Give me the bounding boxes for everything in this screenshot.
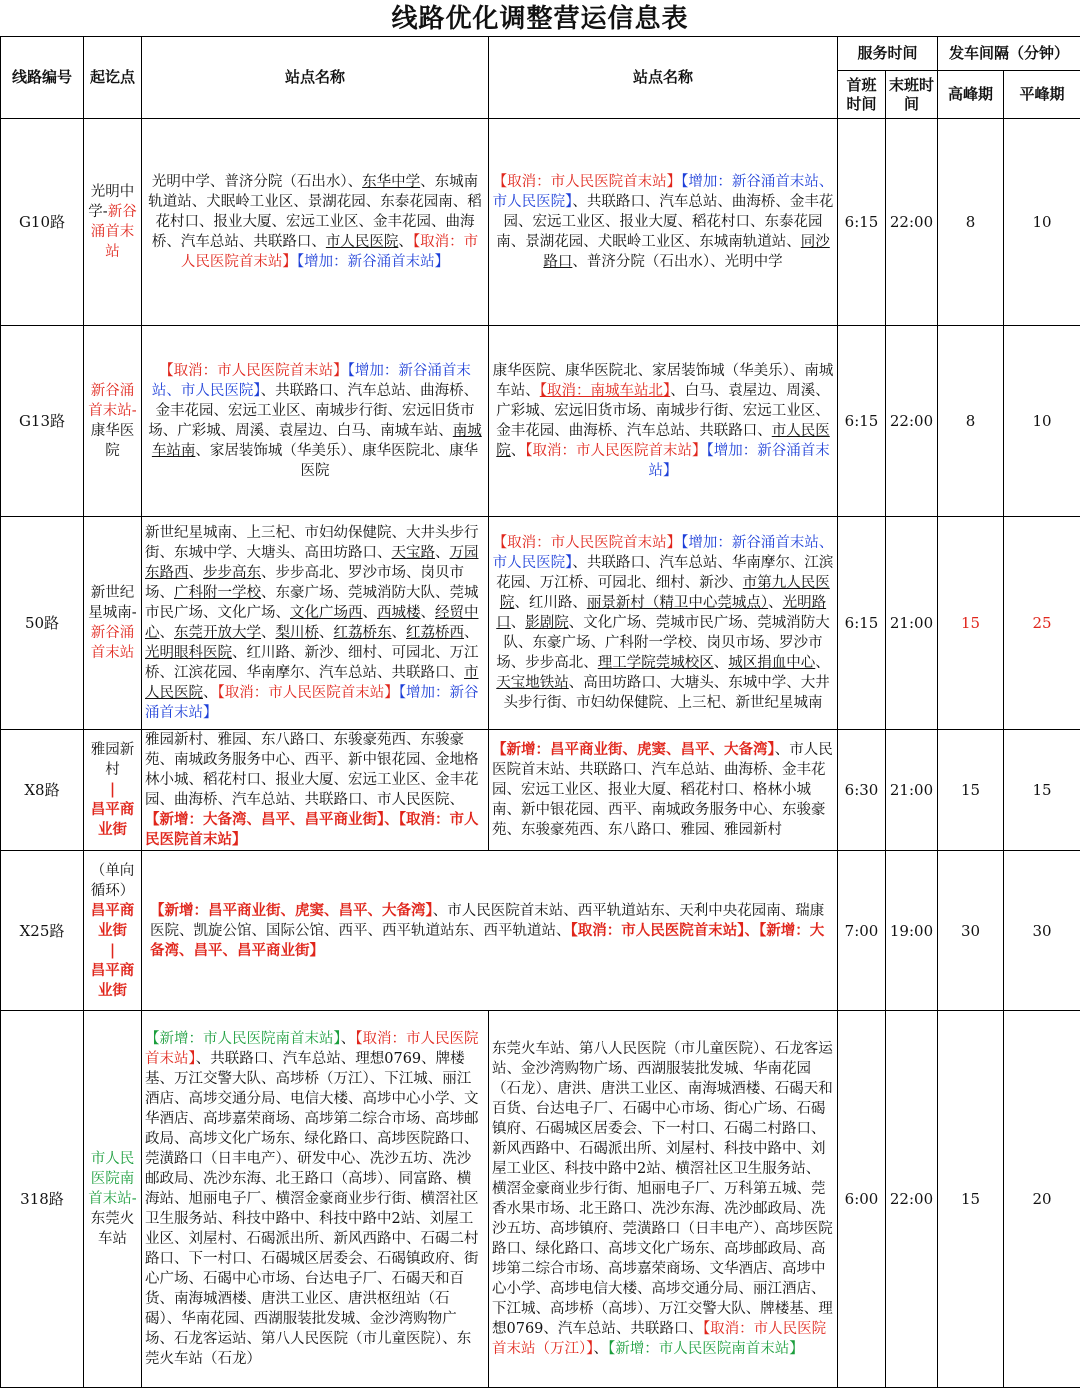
stop-text-segment: 、	[398, 234, 413, 250]
route-stops-direction-a	[142, 517, 489, 730]
stop-text-segment: 光明眼科医院	[145, 645, 232, 661]
terminal-text: （单向循环）	[91, 863, 135, 899]
route-row	[1, 730, 1080, 851]
offpeak-interval: 30	[1004, 851, 1080, 1011]
stop-text-segment: 丽景新村（精卫中心莞城点）	[587, 595, 768, 611]
route-stops-direction-b	[489, 119, 838, 326]
stop-text-segment: 、红川路、新沙、细村、可园北、万江桥、江滨花园、华南摩尔、汽车总站、共联路口、	[145, 645, 479, 681]
route-row	[1, 517, 1080, 730]
route-number: 318路	[1, 1011, 84, 1388]
route-terminals	[84, 326, 142, 517]
terminal-text: 康华医院	[91, 423, 135, 459]
stop-text-segment: 红荔桥西	[406, 625, 464, 641]
peak-interval: 8	[938, 119, 1004, 326]
stop-text-segment: 东莞开放大学	[174, 625, 261, 641]
stop-text-segment: 同沙路口	[543, 234, 829, 270]
stop-text-segment: 【新增：昌平商业街、虎窦、昌平、大备湾】	[492, 741, 775, 758]
stop-text-segment: 、高田坊路口、大塘头、东城中学、大井头步行街、市妇幼保健院、上三杞、新世纪星城南	[504, 675, 830, 711]
route-terminals	[84, 517, 142, 730]
stop-text-segment: 、共联路口、汽车总站、华南摩尔、江滨花园、万江桥、可园北、细村、新沙、	[496, 555, 833, 591]
stop-text-segment: 、白马、袁屋边、周溪、广彩城、宏远旧货市场、南城步行街、宏远工业区、金丰花园、曲海桥、汽车总站、共联路口、	[496, 383, 830, 439]
stop-text-segment: 天宝路	[392, 545, 436, 561]
stop-text-segment: 、	[341, 1031, 356, 1047]
header-stops-a: 站点名称	[142, 37, 489, 119]
route-stops-direction-a	[142, 119, 489, 326]
stop-text-segment: 、	[203, 685, 218, 701]
route-number: G10路	[1, 119, 84, 326]
stop-text-segment: 、共联路口、汽车总站、理想0769、牌楼基、万江交警大队、高埗桥（万江）、下江城、丽江酒店、高埗交通分局、电信大楼、高埗中心小学、文华酒店、高埗嘉荣商场、高埗第二综合市场、高埗邮政局、高埗文化广场东、绿化路口、高埗医院路口、莞潢路口（日丰电产）、研发中心、冼沙五坊、冼沙邮政局、冼沙东海、北王路口（高埗）、同富路、横海站、旭丽电子厂、横滘金豪商业步行街、横滘社区卫生服务站、科技中路中、科技中路中2站、刘屋工业区、刘屋村、石碣派出所、新风西路中、石碣二村路口、下一村口、石碣城区居委会、石碣镇政府、街心广场、石碣中心市场、台达电子厂、石碣天和百货、南海城酒楼、唐洪工业区、唐洪枢纽站（石碣）、华南花园、西湖服装批发城、金沙湾购物广场、石龙客运站、第八人民医院（市儿童医院）、东莞火车站（石龙）	[145, 1051, 479, 1367]
last-bus-time: 21:00	[886, 517, 938, 730]
stop-text-segment: 、	[392, 625, 407, 641]
terminal-text: 新谷涌首末站-	[88, 383, 136, 419]
route-row	[1, 851, 1080, 1011]
stop-text-segment: 【增加：新谷涌首末站】	[145, 685, 479, 721]
stop-text-segment: 【取消：市人民医院首末站】	[493, 174, 682, 190]
route-stops-direction-b	[489, 326, 838, 517]
stop-text-segment: 【取消：市人民医院首末站（万江）】	[492, 1321, 826, 1357]
stop-text-segment: 、	[511, 443, 526, 459]
terminal-text: |	[110, 781, 115, 798]
offpeak-interval: 10	[1004, 119, 1080, 326]
peak-interval: 8	[938, 326, 1004, 517]
stop-text-segment: 、家居装饰城（华美乐）、康华医院北、康华医院	[195, 443, 478, 479]
stop-text-segment: 、	[421, 605, 436, 621]
stop-text-segment: 天宝地铁站	[496, 675, 569, 691]
stop-text-segment: 【取消：市人民医院首末站】	[145, 1031, 479, 1067]
route-stops-direction-b	[489, 730, 838, 851]
stop-text-segment: 市人民医院	[496, 423, 830, 459]
terminal-text: 光明中学-	[88, 184, 134, 220]
route-stops-direction-a	[142, 1011, 489, 1388]
first-bus-time: 6:00	[838, 1011, 886, 1388]
stop-text-segment: 【取消：市人民医院首末站】	[159, 363, 348, 379]
stop-text-segment: 雅园新村、雅园、东八路口、东骏豪苑西、东骏豪苑、南城政务服务中心、西平、新中银花园、金地格林小城、稻花村口、报业大厦、宏远工业区、金丰花园、曲海桥、汽车总站、共联路口、市人民医院、	[145, 732, 479, 808]
stop-text-segment: 影剧院	[525, 615, 569, 631]
peak-interval: 15	[938, 730, 1004, 851]
stop-text-segment: 南城车站南	[152, 423, 482, 459]
stop-text-segment: 步步高东	[203, 565, 261, 581]
route-number: X8路	[1, 730, 84, 851]
stop-text-segment: 市第九人民医院	[500, 575, 830, 611]
stop-text-segment: 新世纪星城南、上三杞、市妇幼保健院、大井头步行街、东城中学、大塘头、高田坊路口、	[145, 525, 479, 561]
stop-text-segment: 文化广场西	[290, 605, 363, 621]
stop-text-segment: 、红川路、	[514, 595, 587, 611]
last-bus-time: 22:00	[886, 326, 938, 517]
stop-text-segment: 红荔桥东	[334, 625, 392, 641]
stop-text-segment: 光明中学、普济分院（石出水）、	[152, 174, 362, 190]
stop-text-segment: 【增加：新谷涌首末站】	[297, 254, 449, 270]
first-bus-time: 6:30	[838, 730, 886, 851]
terminal-text: 昌平商业街	[91, 801, 135, 838]
stop-text-segment: 、共联路口、汽车总站、曲海桥、金丰花园、宏远工业区、报业大厦、稻花村口、东泰花园南、景湖花园、犬眠岭工业区、东城南轨道站、	[496, 194, 833, 250]
stop-text-segment: 、	[594, 1341, 609, 1357]
terminal-text: 东莞火车站	[91, 1211, 135, 1247]
route-row	[1, 1011, 1080, 1388]
last-bus-time: 22:00	[886, 1011, 938, 1388]
peak-interval: 15	[938, 517, 1004, 730]
route-terminals	[84, 730, 142, 851]
stop-text-segment: 市人民医院	[145, 665, 479, 701]
stop-text-segment: 万园东路西	[145, 545, 479, 581]
stop-text-segment: 、	[189, 565, 204, 581]
terminal-text: |	[110, 942, 115, 959]
stop-text-segment: 西城楼	[377, 605, 421, 621]
header-route-no: 线路编号	[1, 37, 84, 119]
stop-text-segment: 【取消：市人民医院首末站】	[493, 535, 682, 551]
first-bus-time: 7:00	[838, 851, 886, 1011]
header-interval: 发车间隔（分钟）	[938, 37, 1080, 71]
route-terminals	[84, 1011, 142, 1388]
stop-text-segment: 康华医院、康华医院北、家居装饰城（华美乐）、南城车站、	[493, 363, 834, 399]
header-first-bus: 首班时间	[838, 71, 886, 119]
stop-text-segment: 【新增：市人民医院南首末站】	[145, 1031, 341, 1047]
stop-text-segment: 、文化广场、莞城市民广场、莞城消防大队、东豪广场、广科附一学校、岗贝市场、罗沙市场、步步高北、	[496, 615, 830, 671]
stop-text-segment: 【增加：新谷涌首末站】	[649, 443, 830, 479]
stop-text-segment: 【增加：新谷涌首末站、市人民医院】	[152, 363, 471, 399]
route-terminals	[84, 851, 142, 1011]
header-stops-b: 站点名称	[489, 37, 838, 119]
stop-text-segment: 、	[261, 625, 276, 641]
last-bus-time: 19:00	[886, 851, 938, 1011]
stop-text-segment: 光明路口	[496, 595, 826, 631]
stop-text-segment: 、	[464, 625, 479, 641]
stop-text-segment: 、市人民医院首末站、西平轨道站东、天利中央花园南、瑞康医院、凯旋公馆、国际公馆、西平、西平轨道站东、西平轨道站、	[150, 903, 824, 939]
terminal-text: 昌平商业街	[91, 962, 135, 999]
header-offpeak: 平峰期	[1004, 71, 1080, 119]
terminal-text: 市人民医院南首末站-	[88, 1151, 136, 1207]
stop-text-segment: 、共联路口、汽车总站、曲海桥、金丰花园、宏远工业区、南城步行街、宏远旧货市场、广彩城、周溪、袁屋边、白马、南城车站、	[148, 383, 478, 439]
terminal-text: 雅园新村	[91, 742, 135, 778]
stop-text-segment: 【新增：昌平商业街、虎窦、昌平、大备湾】	[150, 902, 433, 919]
first-bus-time: 6:15	[838, 326, 886, 517]
stop-text-segment: 【增加：新谷涌首末站、市人民医院】	[493, 174, 834, 210]
route-terminals	[84, 119, 142, 326]
header-service-time: 服务时间	[838, 37, 938, 71]
route-number: 50路	[1, 517, 84, 730]
stop-text-segment: 【增加：新谷涌首末站、市人民医院】	[493, 535, 834, 571]
stop-text-segment: 【取消：南城车站北】	[540, 383, 671, 399]
peak-interval: 15	[938, 1011, 1004, 1388]
stop-text-segment: 理工学院莞城校区	[598, 655, 714, 671]
route-number: G13路	[1, 326, 84, 517]
terminal-text: 新世纪星城南-	[88, 585, 136, 621]
route-rows	[1, 119, 1080, 1388]
page-title: 线路优化调整营运信息表	[0, 0, 1080, 37]
terminal-text: 昌平商业街	[91, 902, 135, 939]
terminal-text: 新谷涌首末站	[91, 625, 135, 661]
offpeak-interval: 20	[1004, 1011, 1080, 1388]
stop-text-segment: 、市人民医院首末站、共联路口、汽车总站、曲海桥、金丰花园、宏远工业区、报业大厦、稻花村口、格林小城南、新中银花园、西平、南城政务服务中心、东骏豪苑、东骏豪苑西、东八路口、雅园、雅园新村	[492, 742, 833, 838]
header-terminals: 起讫点	[84, 37, 142, 119]
last-bus-time: 22:00	[886, 119, 938, 326]
route-row	[1, 326, 1080, 517]
stop-text-segment: 【新增：市人民医院南首末站】	[608, 1341, 804, 1357]
stop-text-segment: 、	[815, 655, 830, 671]
last-bus-time: 21:00	[886, 730, 938, 851]
stop-text-segment: 东华中学	[362, 174, 420, 190]
route-stops-direction-b	[489, 1011, 838, 1388]
route-stops-direction-a	[142, 326, 489, 517]
stop-text-segment: 东莞火车站、第八人民医院（市儿童医院）、石龙客运站、金沙湾购物广场、西湖服装批发城、华南花园（石龙）、唐洪、唐洪工业区、南海城酒楼、石碣天和百货、台达电子厂、石碣中心市场、街心广场、石碣镇府、石碣城区居委会、下一村口、石碣二村路口、新风西路中、石碣派出所、刘屋村、科技中路中、刘屋工业区、科技中路中2站、横滘社区卫生服务站、横滘金豪商业步行街、旭丽电子厂、万科第五城、莞香水果市场、北王路口、冼沙东海、冼沙邮政局、冼沙五坊、高埗镇府、莞潢路口（日丰电产）、高埗医院路口、绿化路口、高埗文化广场东、高埗邮政局、高埗第二综合市场、高埗嘉荣商场、文华酒店、高埗中心小学、高埗电信大楼、高埗交通分局、丽江酒店、下江城、高埗桥（高埗）、万江交警大队、牌楼基、理想0769、汽车总站、共联路口、	[492, 1041, 833, 1337]
terminal-text: 新谷涌首末站	[91, 204, 137, 260]
stop-text-segment: 、东城南轨道站、犬眠岭工业区、景湖花园、东泰花园南、稻花村口、报业大厦、宏远工业区、金丰花园、曲海桥、汽车总站、共联路口、	[148, 174, 482, 250]
stop-text-segment: 市人民医院	[326, 234, 399, 250]
stop-text-segment: 【取消：市人民医院首末站】	[181, 234, 478, 270]
stop-text-segment: 、东豪广场、莞城消防大队、莞城市民广场、文化广场、	[145, 585, 479, 621]
stop-text-segment: 、	[435, 545, 450, 561]
stop-text-segment: 、	[768, 595, 783, 611]
route-row	[1, 119, 1080, 326]
stop-text-segment: 【新增：大备湾、昌平、昌平商业街】、【取消：市人民医院首末站】	[145, 811, 479, 848]
stop-text-segment: 、	[511, 615, 526, 631]
stop-text-segment: 、普济分院（石出水）、光明中学	[572, 254, 782, 270]
stop-text-segment: 、步步高北、罗沙市场、岗贝市场、	[145, 565, 464, 601]
first-bus-time: 6:15	[838, 517, 886, 730]
stop-text-segment: 、	[363, 605, 378, 621]
route-stops-direction-b	[489, 517, 838, 730]
stop-text-segment: 【取消：市人民医院首末站】	[525, 443, 706, 459]
stop-text-segment: 、	[319, 625, 334, 641]
stop-text-segment: 、	[714, 655, 729, 671]
offpeak-interval: 25	[1004, 517, 1080, 730]
stop-text-segment: 【取消：市人民医院首末站】、【新增：大备湾、昌平、昌平商业街】	[150, 922, 824, 959]
offpeak-interval: 15	[1004, 730, 1080, 851]
route-number: X25路	[1, 851, 84, 1011]
stop-text-segment: 梨川桥	[276, 625, 320, 641]
stop-text-segment: 、	[160, 625, 175, 641]
route-stops-loop	[142, 851, 838, 1011]
stop-text-segment: 城区捐血中心	[728, 655, 815, 671]
stop-text-segment: 【取消：市人民医院首末站】	[218, 685, 399, 701]
first-bus-time: 6:15	[838, 119, 886, 326]
route-table	[0, 36, 1080, 1388]
peak-interval: 30	[938, 851, 1004, 1011]
offpeak-interval: 10	[1004, 326, 1080, 517]
stop-text-segment: 经贸中心	[145, 605, 479, 641]
header-peak: 高峰期	[938, 71, 1004, 119]
stop-text-segment: 广科附一学校	[174, 585, 261, 601]
route-stops-direction-a	[142, 730, 489, 851]
header-last-bus: 末班时间	[886, 71, 938, 119]
